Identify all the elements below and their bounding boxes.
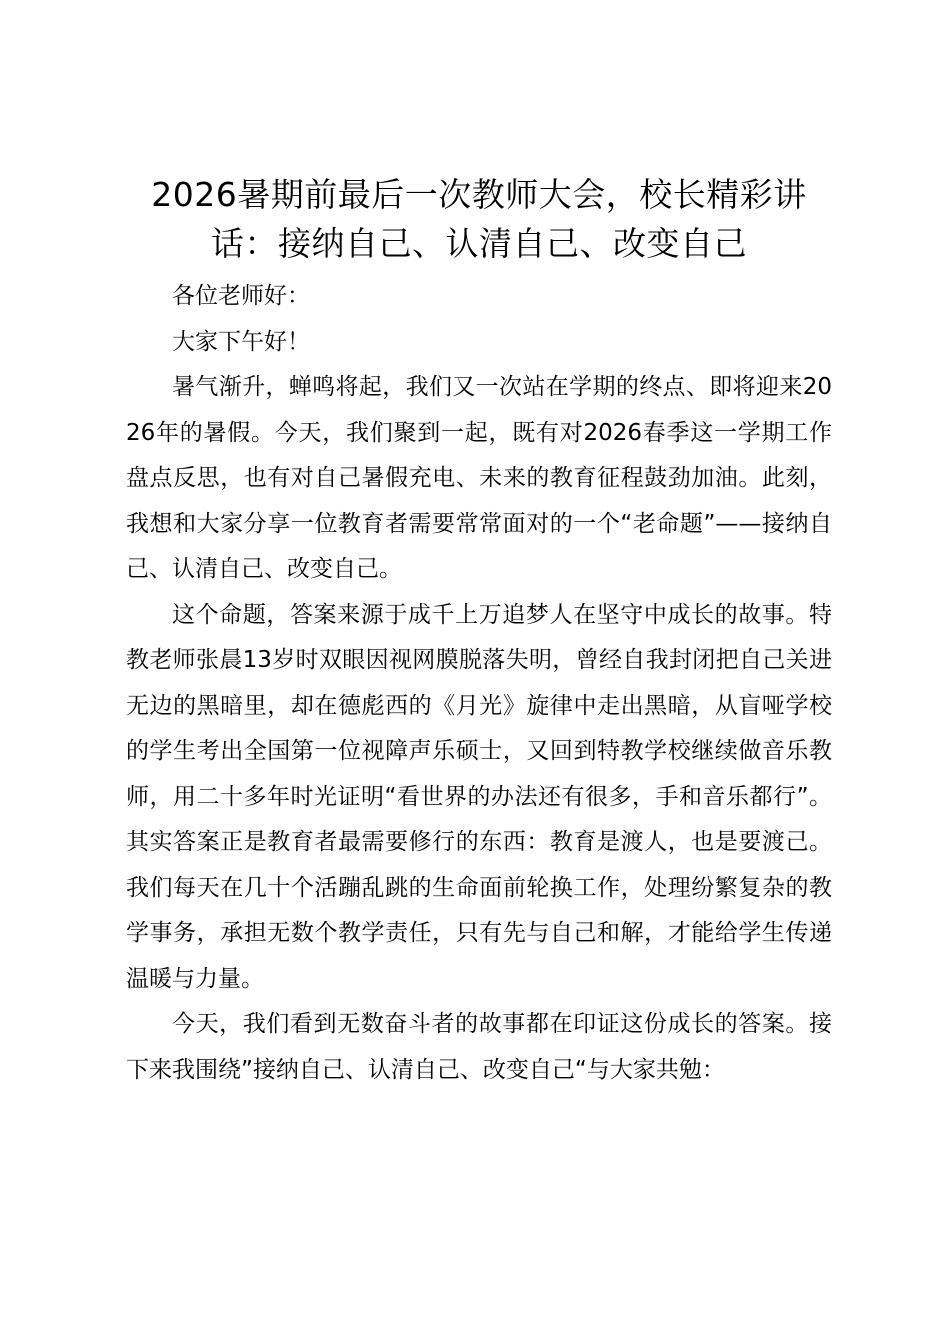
document-body bbox=[126, 274, 832, 1093]
document-page bbox=[126, 170, 832, 1093]
body-paragraph: 这个命题，答案来源于成千上万追梦人在坚守中成长的故事。特教老师张晨13岁时双眼因视网膜脱落失明，曾经自我封闭把自己关进无边的黑暗里，却在德彪西的《月光》旋律中走出黑暗，从盲哑学校的学生考出全国第一位视障声乐硕士，又回到特教学校继续做音乐教师，用二十多年时光证明“看世界的办法还有很多，手和音乐都行”。其实答案正是教育者最需要修行的东西：教育是渡人，也是要渡己。我们每天在几十个活蹦乱跳的生命面前轮换工作，处理纷繁复杂的教学事务，承担无数个教学责任，只有先与自己和解，才能给学生传递温暖与力量。 bbox=[126, 601, 832, 992]
body-paragraph: 暑气渐升，蝉鸣将起，我们又一次站在学期的终点、即将迎来2026年的暑假。今天，我们聚到一起，既有对2026春季这一学期工作盘点反思，也有对自己暑假充电、未来的教育征程鼓劲加油。此刻，我想和大家分享一位教育者需要常常面对的一个“老命题”——接纳自己、认清自己、改变自己。 bbox=[126, 374, 832, 582]
document-title: 2026暑期前最后一次教师大会，校长精彩讲话：接纳自己、认清自己、改变自己 bbox=[151, 175, 807, 263]
body-paragraph: 今天，我们看到无数奋斗者的故事都在印证这份成长的答案。接下来我围绕”接纳自己、认清自己、改变自己“与大家共勉： bbox=[126, 1011, 832, 1083]
greeting-paragraph: 大家下午好！ bbox=[172, 328, 310, 355]
greeting-paragraph: 各位老师好： bbox=[172, 283, 310, 309]
